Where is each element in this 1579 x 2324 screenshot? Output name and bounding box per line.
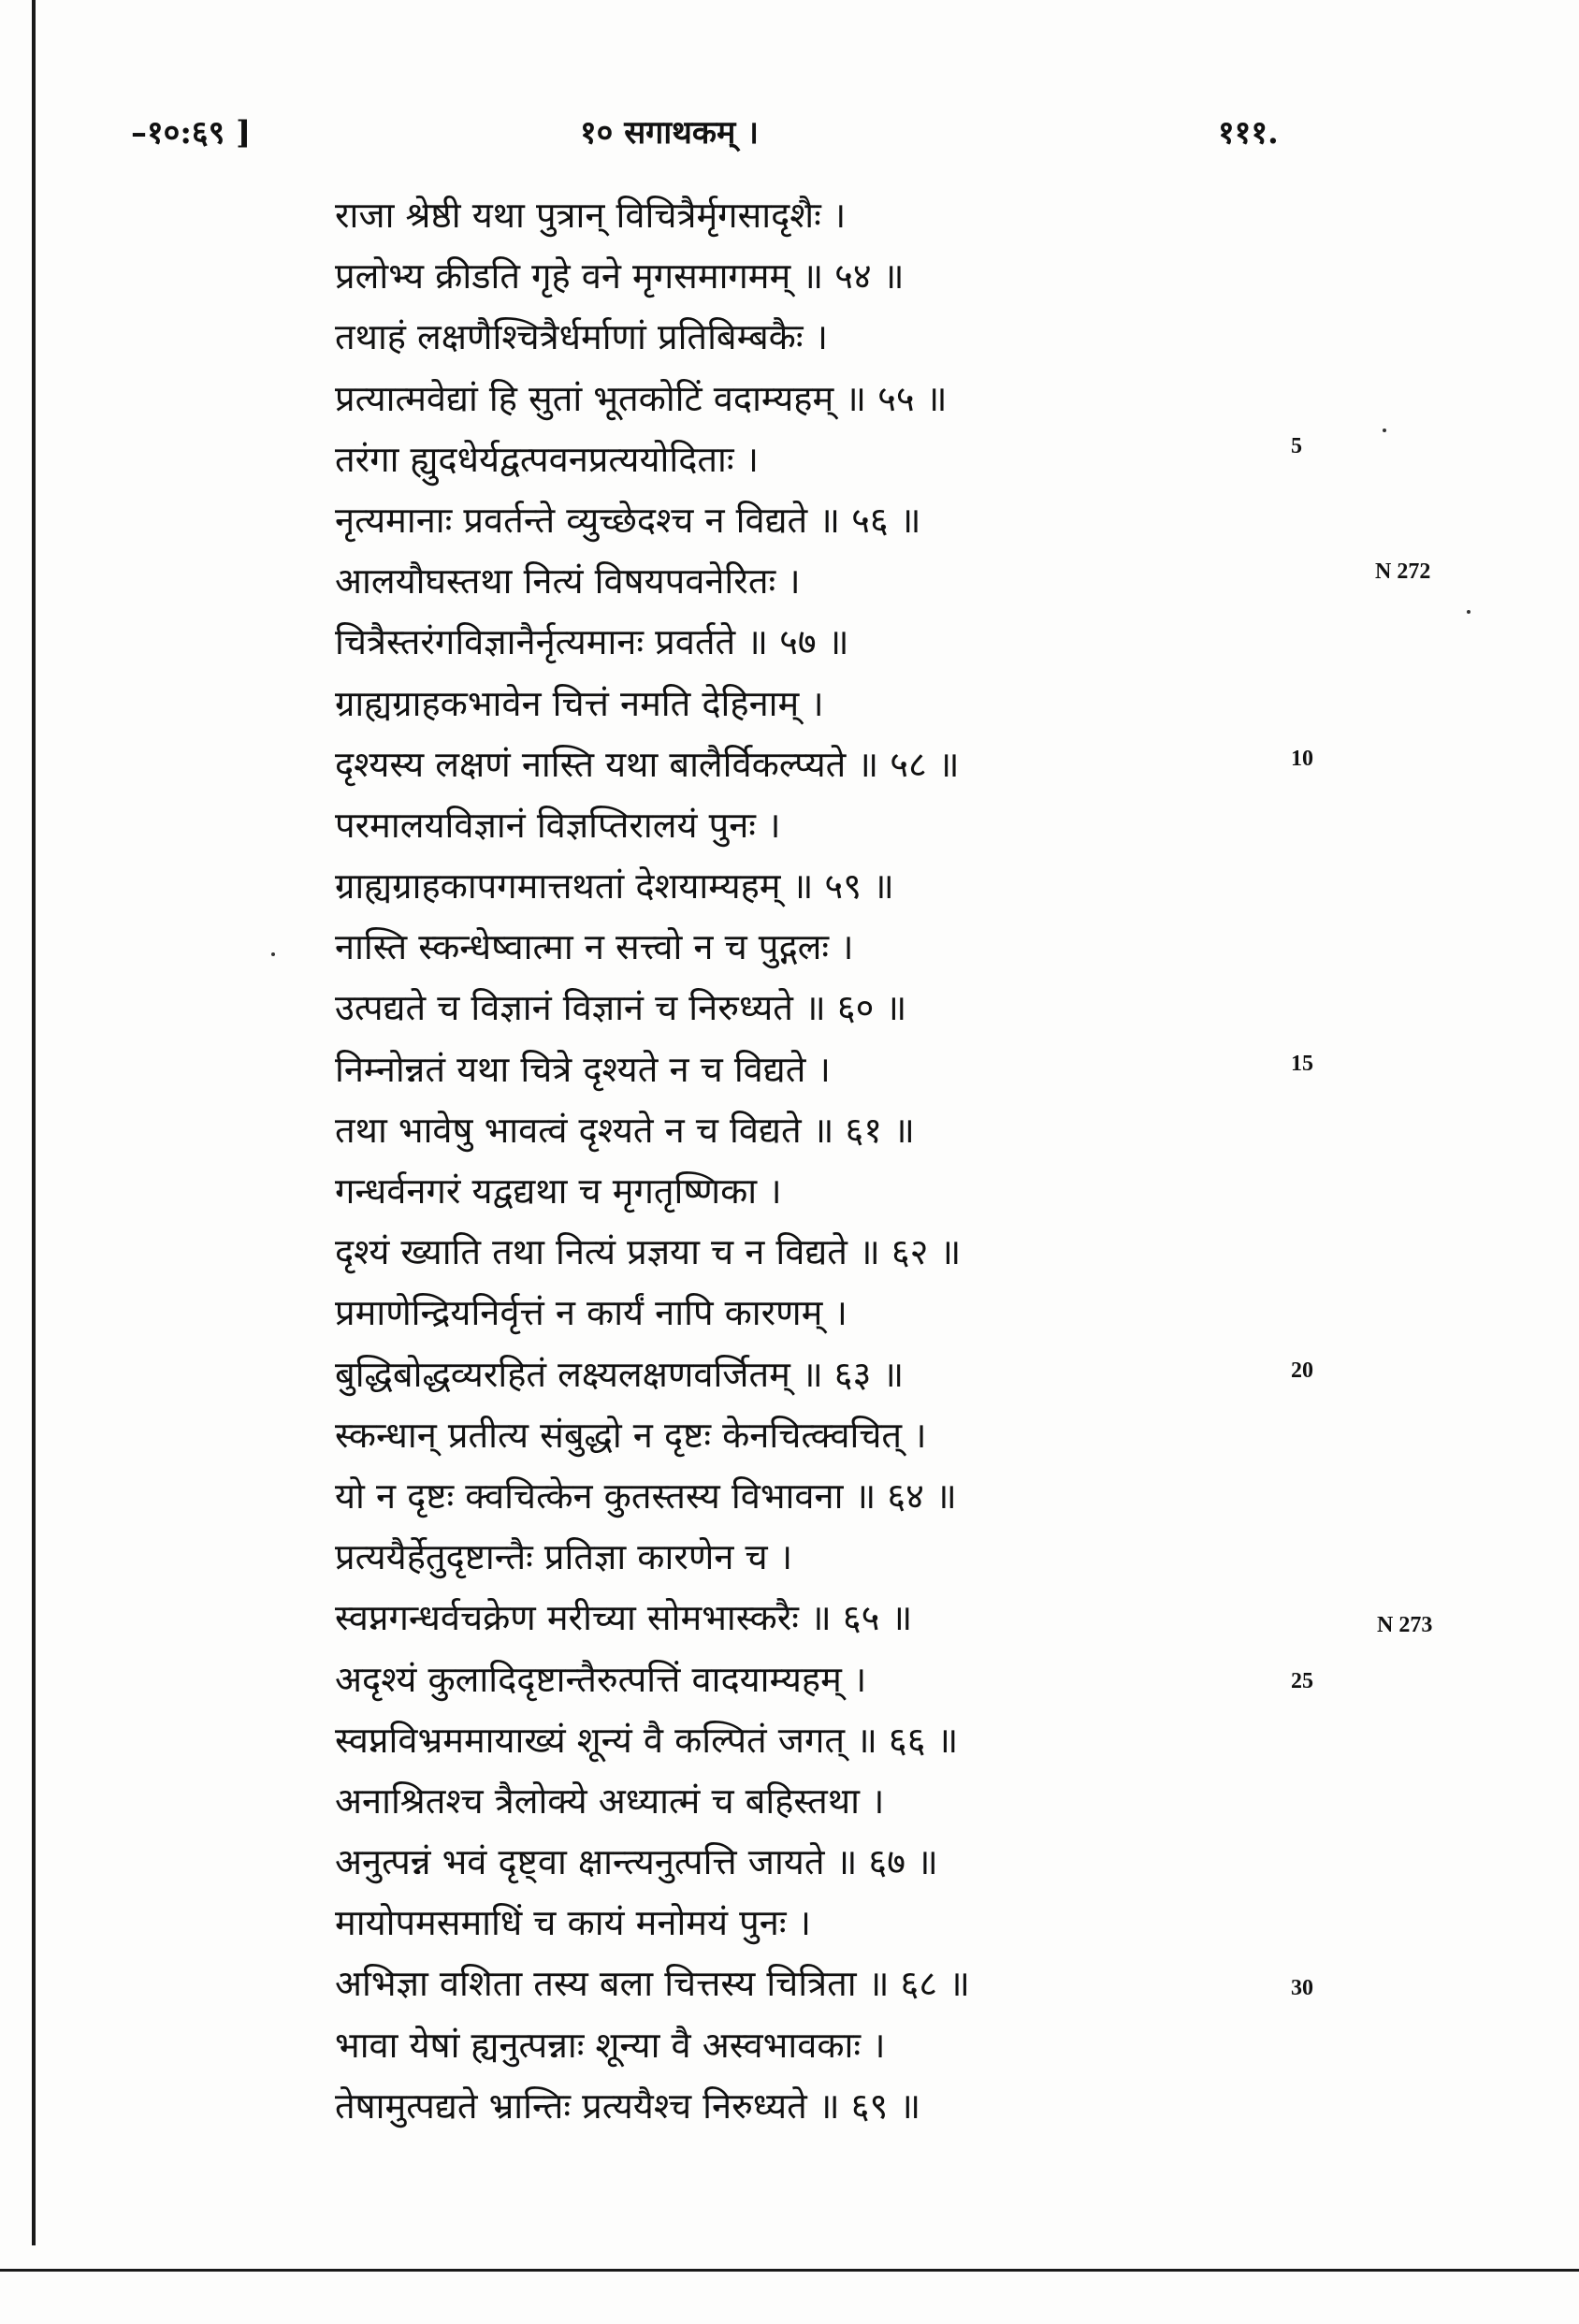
verse-line: मायोपमसमाधिं च कायं मनोमयं पुनः । [335, 1902, 811, 1944]
verse-line: निम्नोन्नतं यथा चित्रे दृश्यते न च विद्यते । [335, 1048, 831, 1090]
verse-line: राजा श्रेष्ठी यथा पुत्रान् विचित्रैर्मृगसादृशैः । [335, 195, 847, 236]
verse-line: स्वप्नगन्धर्वचक्रेण मरीच्या सोमभास्करैः ॥ ६५ ॥ [335, 1597, 913, 1639]
verse-line: तथाहं लक्षणैश्चित्रैर्धर्माणां प्रतिबिम्बकैः । [335, 316, 829, 358]
verse-line: तथा भावेषु भावत्वं दृश्यते न च विद्यते ॥ ६१ ॥ [335, 1109, 915, 1151]
verse-line: गन्धर्वनगरं यद्वद्यथा च मृगतृष्णिका । [335, 1170, 782, 1212]
verse-line: अनुत्पन्नं भवं दृष्ट्वा क्षान्त्यनुत्पत्ति जायते ॥ ६७ ॥ [335, 1841, 938, 1883]
manuscript-reference: N 273 [1377, 1613, 1433, 1637]
running-header [0, 105, 1579, 161]
manuscript-reference: N 272 [1375, 559, 1431, 584]
line-number-10: 10 [1291, 747, 1313, 771]
verse-line: ग्राह्यग्राहकभावेन चित्तं नमति देहिनाम् । [335, 682, 824, 724]
print-speck [1467, 610, 1470, 614]
verse-line: दृश्यस्य लक्षणं नास्ति यथा बालैर्विकल्प्यते ॥ ५८ ॥ [335, 743, 960, 785]
left-binding-line [32, 0, 36, 2245]
verse-line: तेषामुत्पद्यते भ्रान्तिः प्रत्ययैश्च निरुध्यते ॥ ६९ ॥ [335, 2084, 921, 2127]
verse-line: परमालयविज्ञानं विज्ञप्तिरालयं पुनः । [335, 804, 781, 846]
verse-line: प्रलोभ्य क्रीडति गृहे वने मृगसमागमम् ॥ ५४ ॥ [335, 255, 905, 298]
verse-line: तरंगा ह्युदधेर्यद्वत्पवनप्रत्ययोदिताः । [335, 438, 760, 480]
print-speck [271, 952, 275, 956]
verse-line: आलयौघस्तथा नित्यं विषयपवनेरितः । [335, 560, 801, 603]
line-number-5: 5 [1291, 434, 1302, 458]
verse-line: नृत्यमानाः प्रवर्तन्ते व्युच्छेदश्च न विद्यते ॥ ५६ ॥ [335, 499, 921, 541]
verse-line: अदृश्यं कुलादिदृष्टान्तैरुत्पत्तिं वादयाम्यहम् । [335, 1658, 867, 1700]
header-verse-range: –१०:६९ ] [131, 114, 252, 152]
header-page-number: १११. [1218, 114, 1279, 152]
verse-block [335, 185, 1270, 2137]
verse-line: भावा येषां ह्यनुत्पन्नाः शून्या वै अस्वभावकाः । [335, 2024, 886, 2066]
verse-line: दृश्यं ख्याति तथा नित्यं प्रज्ञया च न विद्यते ॥ ६२ ॥ [335, 1231, 962, 1273]
verse-line: प्रत्यात्मवेद्यां हि सुतां भूतकोटिं वदाम्यहम् ॥ ५५ ॥ [335, 377, 948, 419]
verse-line: अभिज्ञा वशिता तस्य बला चित्तस्य चित्रिता ॥ ६८ ॥ [335, 1963, 970, 2005]
header-chapter-title: १० सगाथकम् । [580, 114, 760, 152]
verse-line: बुद्धिबोद्धव्यरहितं लक्ष्यलक्षणवर्जितम् ॥ ६३ ॥ [335, 1353, 905, 1395]
line-number-30: 30 [1291, 1976, 1313, 2000]
verse-line: प्रमाणेन्द्रियनिर्वृत्तं न कार्यं नापि कारणम् । [335, 1292, 847, 1334]
verse-line: यो न दृष्टः क्वचित्केन कुतस्तस्य विभावना ॥ ६४ ॥ [335, 1474, 957, 1517]
verse-line: अनाश्रितश्च त्रैलोक्ये अध्यात्मं च बहिस्तथा । [335, 1779, 885, 1822]
line-number-25: 25 [1291, 1669, 1313, 1693]
verse-line: स्वप्नविभ्रममायाख्यं शून्यं वै कल्पितं जगत् ॥ ६६ ॥ [335, 1719, 959, 1761]
verse-line: स्कन्धान् प्रतीत्य संबुद्धो न दृष्टः केनचित्क्वचित् । [335, 1414, 927, 1456]
verse-line: ग्राह्यग्राहकापगमात्तथतां देशयाम्यहम् ॥ ५९ ॥ [335, 865, 894, 908]
line-number-15: 15 [1291, 1052, 1313, 1076]
verse-line: चित्रैस्तरंगविज्ञानैर्नृत्यमानः प्रवर्तते ॥ ५७ ॥ [335, 621, 849, 663]
verse-line: उत्पद्यते च विज्ञानं विज्ञानं च निरुध्यते ॥ ६० ॥ [335, 987, 907, 1029]
line-number-20: 20 [1291, 1358, 1313, 1383]
verse-line: प्रत्ययैर्हेतुदृष्टान्तैः प्रतिज्ञा कारणेन च । [335, 1536, 793, 1578]
verse-line: नास्ति स्कन्धेष्वात्मा न सत्त्वो न च पुद्गलः । [335, 926, 854, 968]
print-speck [1383, 428, 1386, 432]
bottom-edge-line [0, 2269, 1579, 2272]
